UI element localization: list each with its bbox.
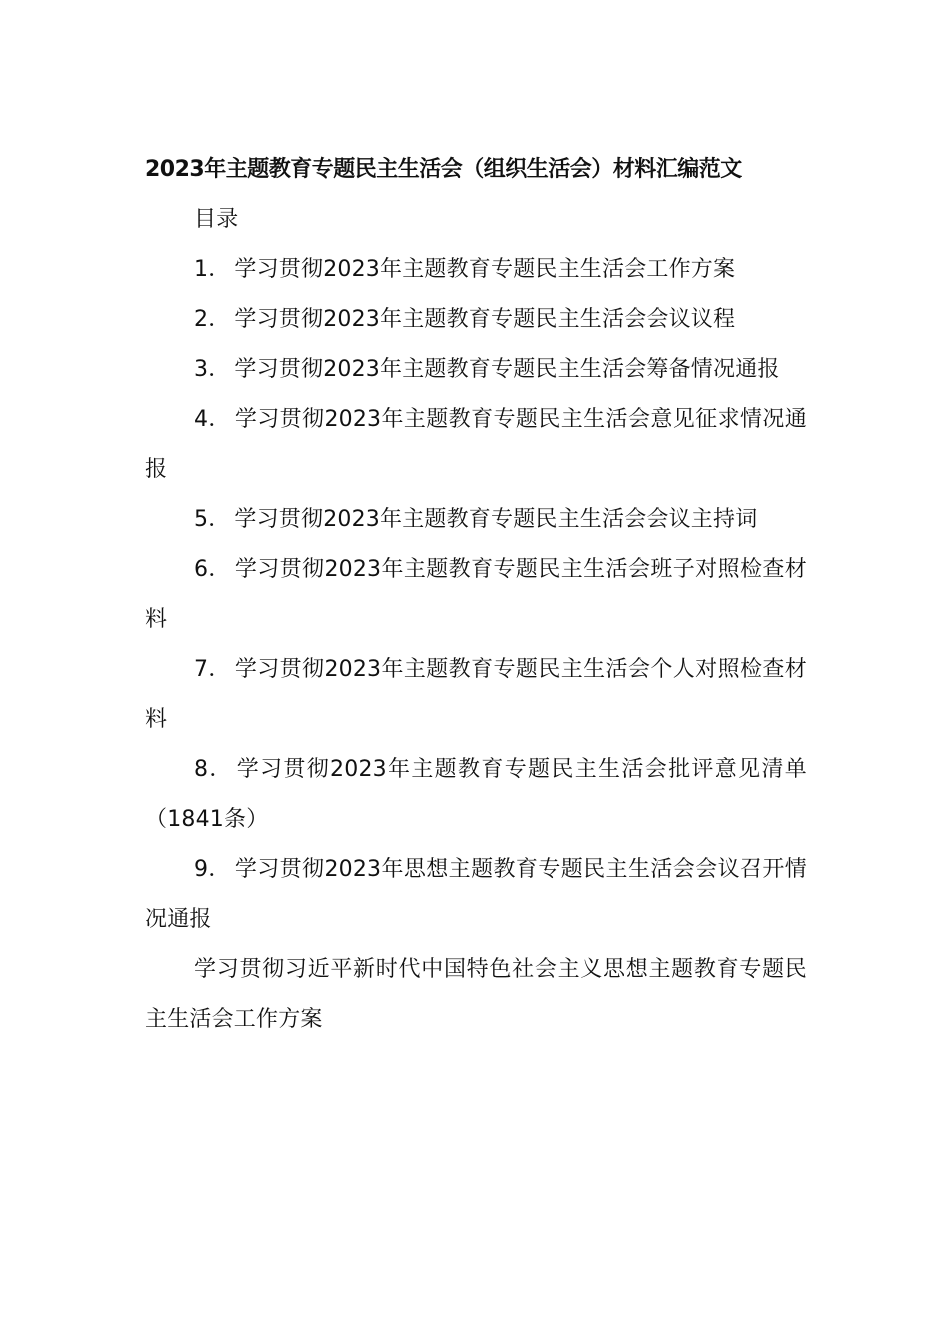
toc-item-number: 1． bbox=[194, 257, 231, 282]
toc-item-number: 2． bbox=[194, 307, 231, 332]
document-title: 2023年主题教育专题民主生活会（组织生活会）材料汇编范文 bbox=[145, 157, 742, 182]
toc-item bbox=[145, 745, 807, 845]
toc-item-text: 学习贯彻2023年主题教育专题民主生活会意见征求情况通报 bbox=[145, 407, 808, 482]
toc-item bbox=[145, 545, 807, 645]
toc-item-text: 学习贯彻2023年主题教育专题民主生活会会议主持词 bbox=[234, 507, 758, 532]
toc-item bbox=[145, 345, 807, 395]
toc-item bbox=[145, 845, 807, 945]
toc-item-text: 学习贯彻2023年主题教育专题民主生活会班子对照检查材料 bbox=[145, 557, 808, 632]
section-heading: 学习贯彻习近平新时代中国特色社会主义思想主题教育专题民主生活会工作方案 bbox=[145, 957, 807, 1032]
toc-item-number: 8． bbox=[194, 757, 233, 782]
toc-item-text: 学习贯彻2023年主题教育专题民主生活会个人对照检查材料 bbox=[145, 657, 808, 732]
toc-item-number: 3． bbox=[194, 357, 231, 382]
toc-item-number: 7． bbox=[194, 657, 231, 682]
toc-item bbox=[145, 395, 807, 495]
toc-item-number: 4． bbox=[194, 407, 231, 432]
toc-item bbox=[145, 245, 807, 295]
toc-item-text: 学习贯彻2023年主题教育专题民主生活会工作方案 bbox=[234, 257, 736, 282]
toc-item-text: 学习贯彻2023年主题教育专题民主生活会会议议程 bbox=[234, 307, 736, 332]
toc-item-number: 5． bbox=[194, 507, 231, 532]
toc-item bbox=[145, 645, 807, 745]
toc-item bbox=[145, 495, 807, 545]
toc-item bbox=[145, 295, 807, 345]
toc-item-text: 学习贯彻2023年思想主题教育专题民主生活会会议召开情况通报 bbox=[145, 857, 808, 932]
toc-item-text: 学习贯彻2023年主题教育专题民主生活会筹备情况通报 bbox=[234, 357, 780, 382]
toc-item-text: 学习贯彻2023年主题教育专题民主生活会批评意见清单（1841条） bbox=[145, 757, 807, 832]
toc-item-number: 6． bbox=[194, 557, 231, 582]
toc-heading: 目录 bbox=[194, 207, 239, 232]
document-body bbox=[145, 145, 807, 1045]
toc-item-number: 9． bbox=[194, 857, 231, 882]
